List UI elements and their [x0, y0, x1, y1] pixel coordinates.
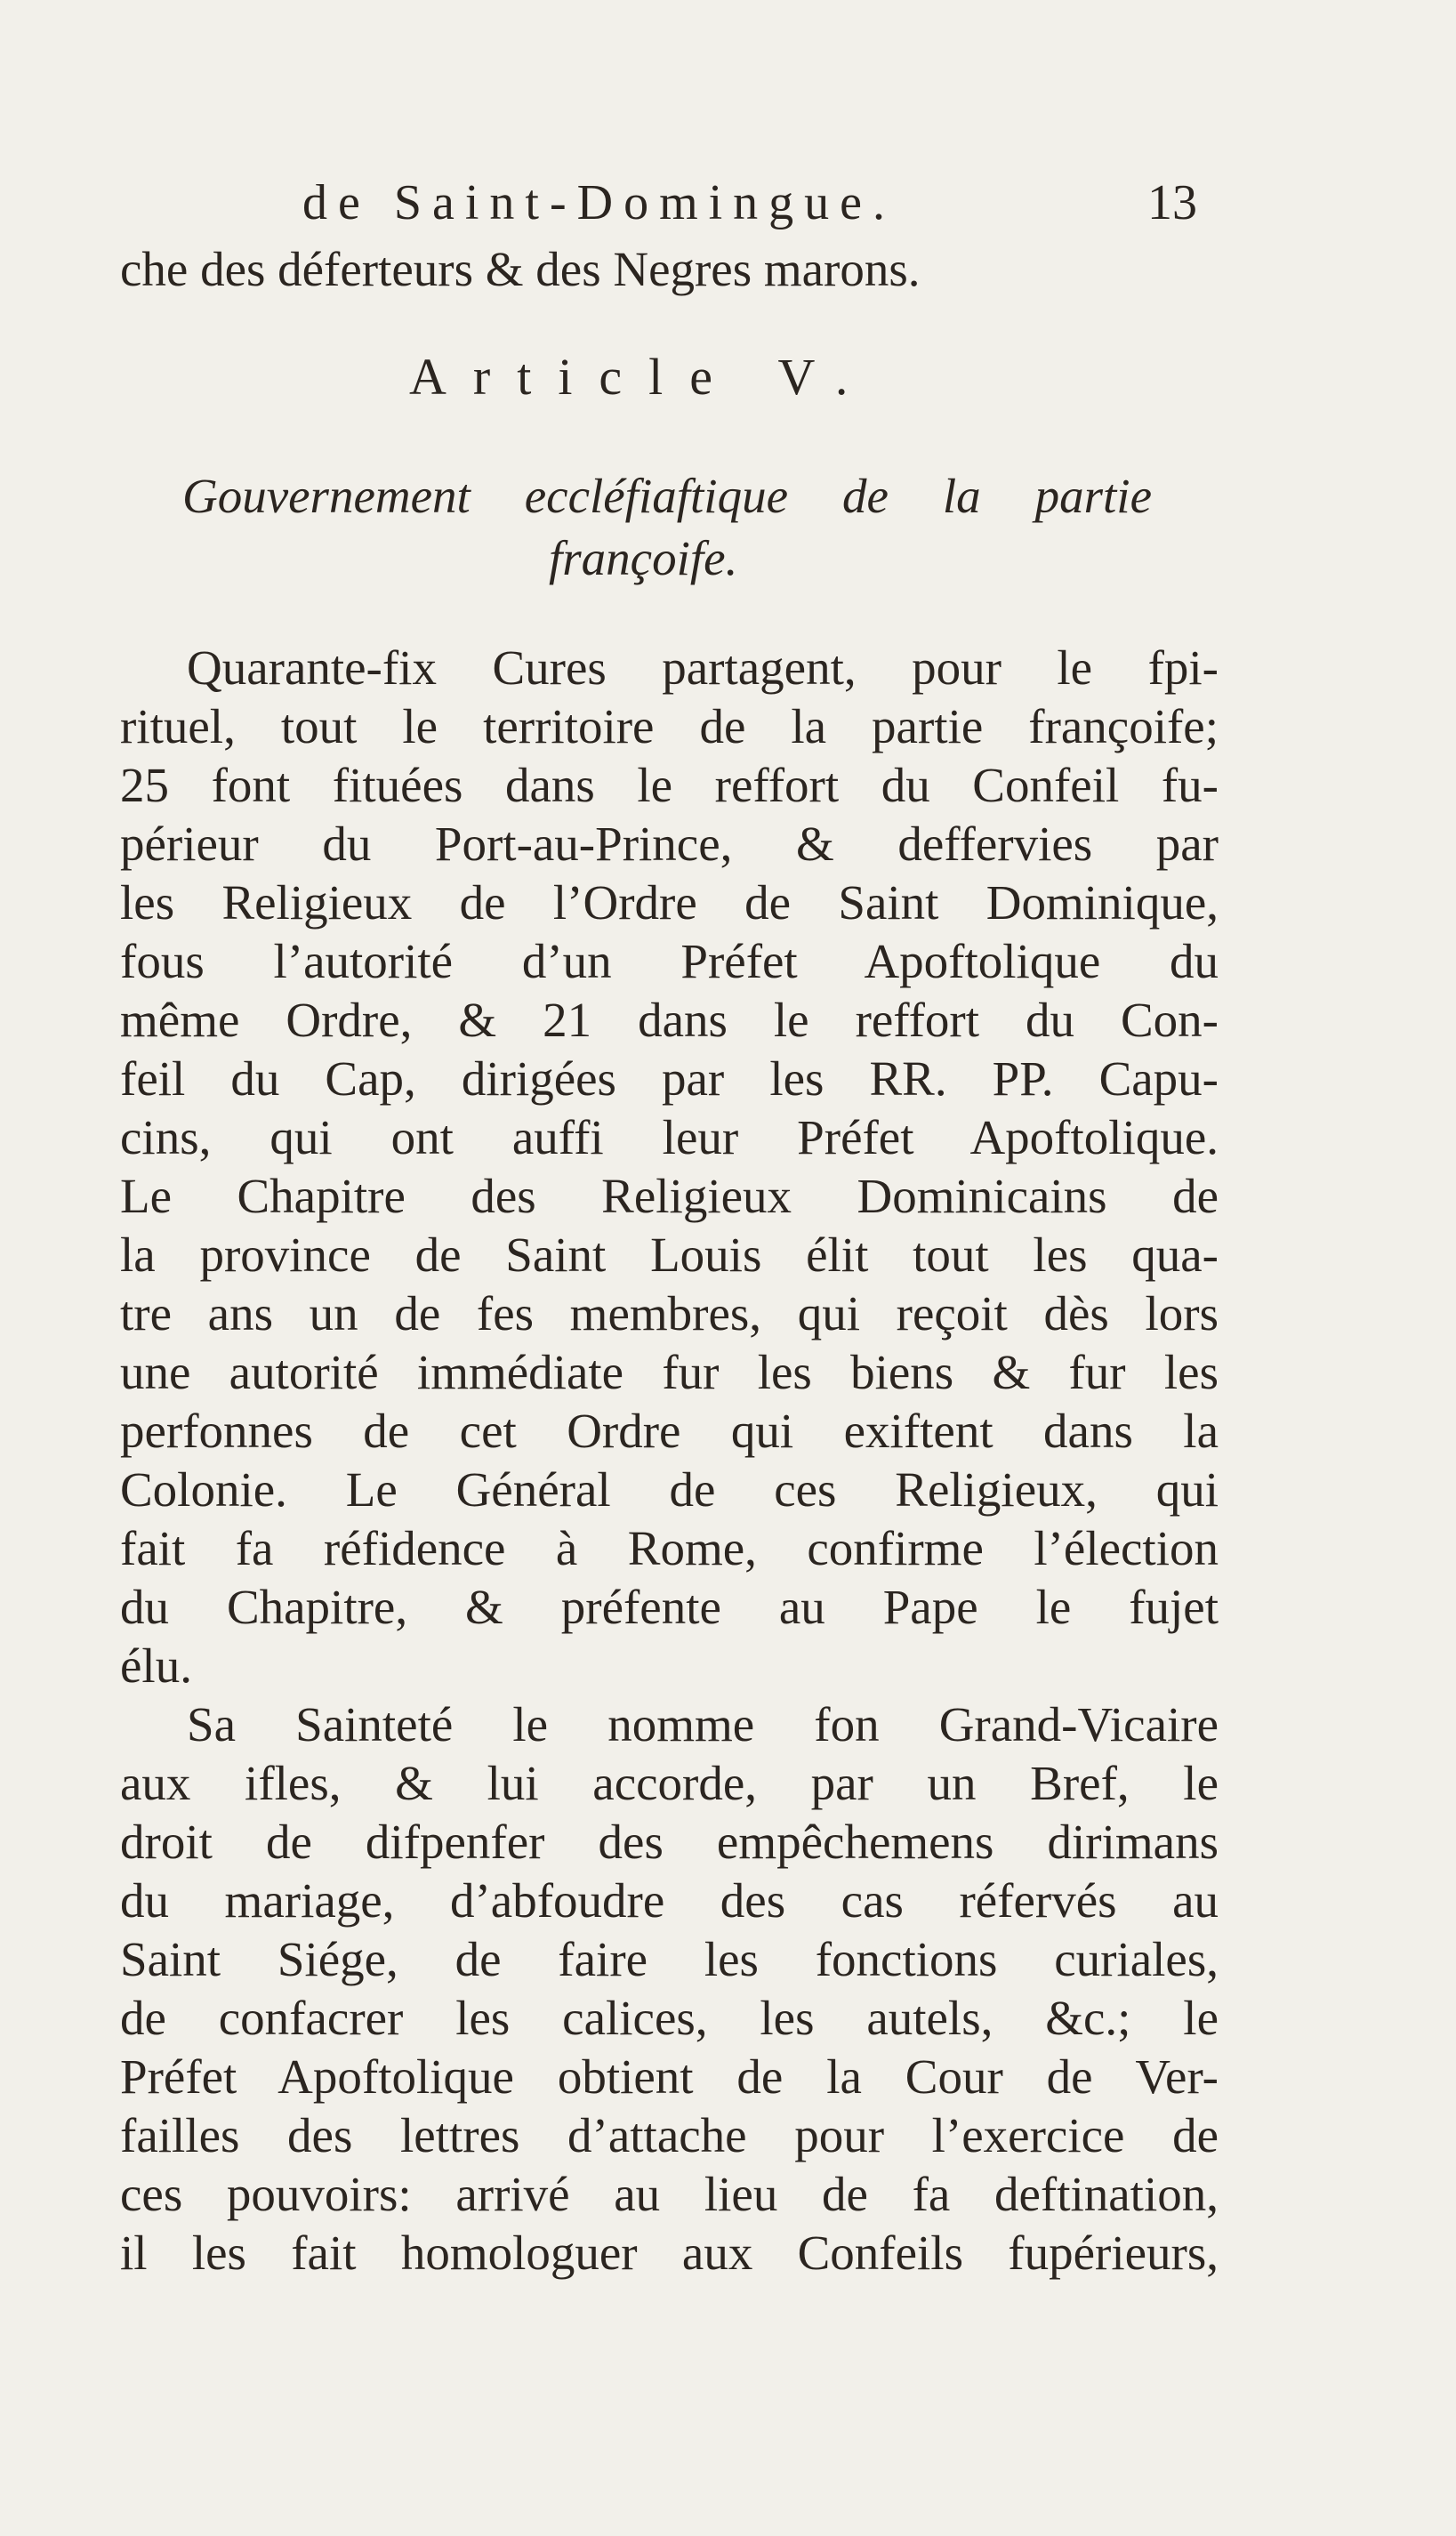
text-line: de confacrer les calices, les autels, &c.; le	[120, 1991, 1219, 2045]
text-line: du mariage, d’abfoudre des cas réfervés au	[120, 1873, 1219, 1928]
text-line: perfonnes de cet Ordre qui exiftent dans la	[120, 1404, 1219, 1458]
text-line: ces pouvoirs: arrivé au lieu de fa deftination,	[120, 2167, 1219, 2221]
text-line: cins, qui ont auffi leur Préfet Apoftolique.	[120, 1110, 1219, 1164]
text-line: la province de Saint Louis élit tout les qua-	[120, 1228, 1219, 1282]
text-line: failles des lettres d’attache pour l’exercice de	[120, 2108, 1219, 2162]
article-subtitle-line2: françoife.	[549, 531, 738, 585]
text-line: même Ordre, & 21 dans le reffort du Con-	[120, 993, 1219, 1047]
text-line: 25 font fituées dans le reffort du Confeil fu-	[120, 758, 1219, 812]
text-line: du Chapitre, & préfente au Pape le fujet	[120, 1580, 1219, 1634]
text-line: il les fait homologuer aux Confeils fupérieurs,	[120, 2226, 1219, 2280]
text-line: les Religieux de l’Ordre de Saint Dominique,	[120, 875, 1219, 930]
article-heading: Article V.	[409, 348, 875, 406]
text-line: Colonie. Le Général de ces Religieux, qui	[120, 1462, 1219, 1517]
text-line: Saint Siége, de faire les fonctions curiales,	[120, 1932, 1219, 1986]
text-line: tre ans un de fes membres, qui reçoit dès lors	[120, 1286, 1219, 1340]
text-line: élu.	[120, 1638, 192, 1693]
text-line: Quarante-fix Cures partagent, pour le fpi-	[187, 640, 1219, 695]
text-line: che des déferteurs & des Negres marons.	[120, 242, 921, 296]
text-line: fous l’autorité d’un Préfet Apoftolique du	[120, 934, 1219, 988]
article-subtitle-line1: Gouvernement eccléfiaftique de la partie	[182, 469, 1152, 523]
text-line: fait fa réfidence à Rome, confirme l’élection	[120, 1521, 1219, 1575]
text-line: Le Chapitre des Religieux Dominicains de	[120, 1169, 1219, 1223]
text-line: périeur du Port-au-Prince, & deffervies par	[120, 817, 1219, 871]
page-number: 13	[1147, 175, 1197, 230]
text-line: aux ifles, & lui accorde, par un Bref, le	[120, 1756, 1219, 1810]
text-line: Sa Sainteté le nomme fon Grand-Vicaire	[187, 1697, 1219, 1751]
text-line: Préfet Apoftolique obtient de la Cour de Ver-	[120, 2049, 1219, 2104]
text-line: feil du Cap, dirigées par les RR. PP. Capu-	[120, 1051, 1219, 1106]
running-head: de Saint-Domingue.	[302, 175, 897, 230]
text-line: droit de difpenfer des empêchemens dirimans	[120, 1815, 1219, 1869]
text-line: une autorité immédiate fur les biens & fur les	[120, 1345, 1219, 1399]
text-line: rituel, tout le territoire de la partie françoife;	[120, 699, 1219, 753]
